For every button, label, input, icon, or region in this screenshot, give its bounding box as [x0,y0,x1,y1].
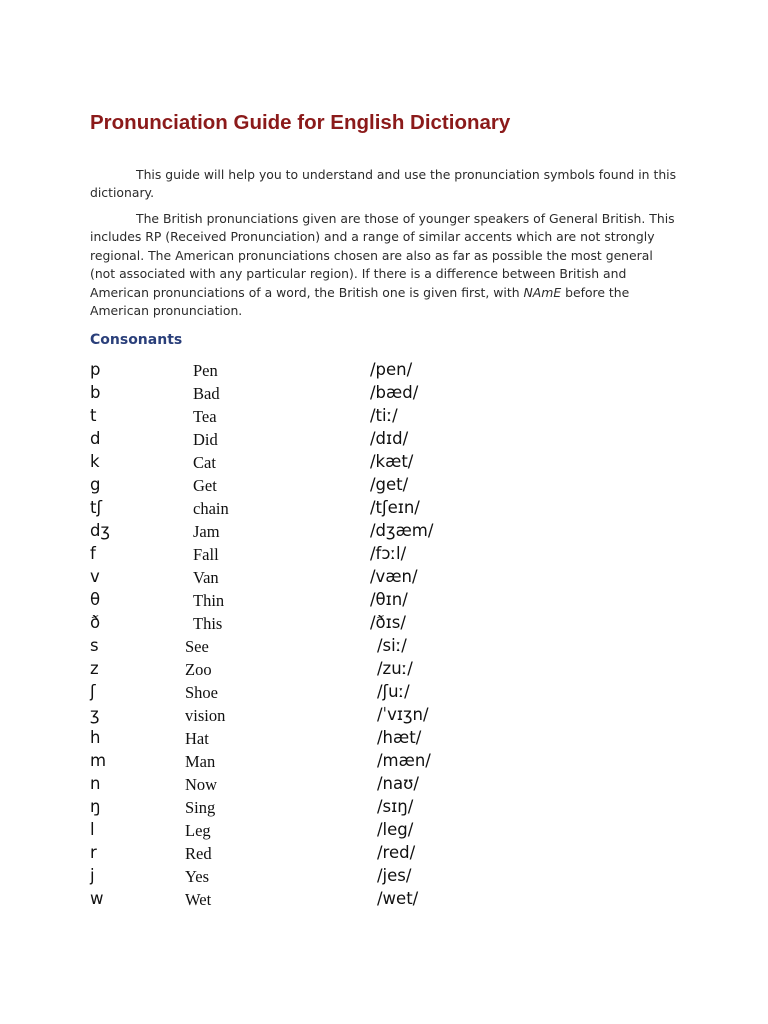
ipa-transcription: /bæd/ [370,383,419,402]
example-word: vision [185,706,226,725]
consonant-row [0,406,768,429]
consonant-row [0,544,768,567]
consonant-symbol: θ [90,590,101,609]
ipa-transcription: /væn/ [370,567,418,586]
example-word: Get [193,476,217,495]
ipa-transcription: /zuː/ [377,659,413,678]
consonant-symbol: ŋ [90,797,101,816]
consonant-symbol: j [90,866,95,885]
example-word: This [193,614,223,633]
example-word: Cat [193,453,216,472]
consonant-row [0,590,768,613]
page-title: Pronunciation Guide for English Dictionary [90,111,511,134]
example-word: Shoe [185,683,218,702]
example-word: Leg [185,821,211,840]
consonant-row [0,889,768,912]
consonant-symbol: k [90,452,100,471]
consonant-row [0,429,768,452]
example-word: Jam [193,522,220,541]
consonant-row [0,498,768,521]
ipa-transcription: /kæt/ [370,452,414,471]
consonant-symbol: ʃ [90,682,96,701]
consonant-symbol: w [90,889,104,908]
ipa-transcription: /tʃeɪn/ [370,498,420,517]
consonant-row [0,797,768,820]
example-word: Van [193,568,219,587]
consonant-symbol: m [90,751,107,770]
example-word: Thin [193,591,225,610]
ipa-transcription: /dʒæm/ [370,521,434,540]
ipa-transcription: /dɪd/ [370,429,409,448]
example-word: Fall [193,545,219,564]
consonant-symbol: tʃ [90,498,103,517]
example-word: Wet [185,890,212,909]
example-word: chain [193,499,229,518]
consonant-row [0,774,768,797]
consonant-row [0,659,768,682]
consonant-row [0,705,768,728]
example-word: Did [193,430,218,449]
consonant-symbol: ʒ [90,705,100,724]
consonant-symbol: b [90,383,101,402]
name-abbreviation: NAmE [523,284,562,300]
consonant-row [0,636,768,659]
consonant-symbol: n [90,774,101,793]
consonant-row [0,475,768,498]
ipa-transcription: /wet/ [377,889,419,908]
ipa-transcription: /pen/ [370,360,413,379]
intro-paragraph: This guide will help you to understand and use the pronunciation symbols found in this dictionary. [90,167,677,201]
ipa-transcription: /mæn/ [377,751,431,770]
consonant-row [0,820,768,843]
example-word: Bad [193,384,220,403]
example-word: Zoo [185,660,212,679]
consonant-symbol: f [90,544,96,563]
consonant-symbol: s [90,636,99,655]
consonant-row [0,360,768,383]
ipa-transcription: /ʃuː/ [377,682,410,701]
consonant-symbol: z [90,659,99,678]
consonant-row [0,521,768,544]
consonant-symbol: v [90,567,100,586]
example-word: Red [185,844,212,863]
ipa-transcription: /hæt/ [377,728,422,747]
consonant-row [0,682,768,705]
ipa-transcription: /naʊ/ [377,774,419,793]
ipa-transcription: /leg/ [377,820,414,839]
example-word: Sing [185,798,216,817]
ipa-transcription: /sɪŋ/ [377,797,414,816]
ipa-transcription: /jes/ [377,866,412,885]
consonant-row [0,866,768,889]
example-word: Pen [193,361,218,380]
example-word: See [185,637,209,656]
ipa-transcription: /fɔːl/ [370,544,407,563]
consonant-row [0,751,768,774]
consonant-symbol: l [90,820,95,839]
consonant-symbol: dʒ [90,521,111,540]
consonant-symbol: ð [90,613,101,632]
ipa-transcription: /θɪn/ [370,590,408,609]
ipa-transcription: /red/ [377,843,416,862]
ipa-transcription: /get/ [370,475,409,494]
paragraph-text-end: before the American pronunciation. [90,284,630,319]
consonant-symbol: g [90,475,101,494]
paragraph-text-start: The British pronunciations given are those of younger speakers of General British. This includes RP (Received Pronunciation) and a range of similar accents which are not strongly regional. The American pronunciations chosen are also as far as possible the most general (not associated with any particular region). If there is a difference between British and American pronunciations of a word, the British one is given first, with [90,211,675,300]
consonant-symbol: r [90,843,97,862]
ipa-transcription: /ðɪs/ [370,613,406,632]
consonant-row [0,567,768,590]
consonant-symbol: p [90,360,101,379]
consonant-row [0,613,768,636]
example-word: Tea [193,407,217,426]
example-word: Yes [185,867,210,886]
consonant-row [0,843,768,866]
ipa-transcription: /tiː/ [370,406,398,425]
example-word: Now [185,775,218,794]
example-word: Man [185,752,216,771]
ipa-transcription: /siː/ [377,636,407,655]
ipa-transcription: /ˈvɪʒn/ [377,705,429,724]
consonant-row [0,452,768,475]
consonant-symbol: h [90,728,101,747]
consonant-row [0,383,768,406]
consonant-symbol: t [90,406,97,425]
example-word: Hat [185,729,209,748]
consonant-row [0,728,768,751]
consonants-heading: Consonants [90,332,183,348]
consonant-symbol: d [90,429,101,448]
